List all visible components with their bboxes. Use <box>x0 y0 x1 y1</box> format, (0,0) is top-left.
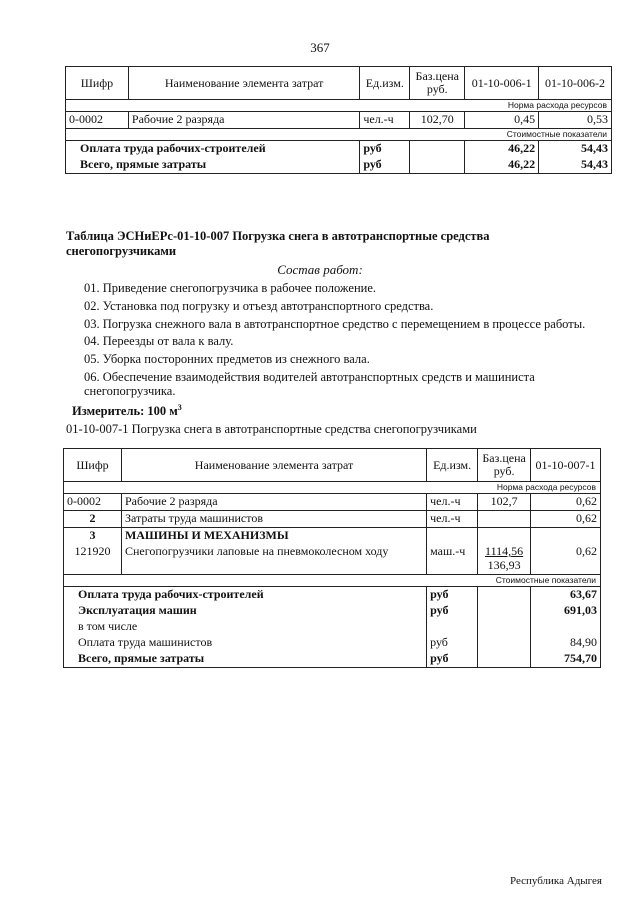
list-item: 03. Погрузка снежного вала в автотранспортное средство с перемещением в процессе работы. <box>84 317 586 331</box>
cell-value-1: 0,62 <box>531 494 601 511</box>
cost-value-1: 754,70 <box>531 651 601 668</box>
cell-code: 0-0002 <box>66 112 129 129</box>
cell-unit: чел.-ч <box>427 494 478 511</box>
table-1 <box>65 66 612 174</box>
cost-value-2: 54,43 <box>539 141 612 158</box>
machine-base-price-2: 136,93 <box>487 558 521 572</box>
note-resources: Норма расхода ресурсов <box>66 100 612 112</box>
header-col2: 01-10-006-2 <box>539 67 612 100</box>
cost-name: Эксплуатация машин <box>64 603 427 619</box>
group-name: МАШИНЫ И МЕХАНИЗМЫ <box>121 528 426 545</box>
cell-base-price <box>478 544 531 575</box>
section-subtitle: Состав работ: <box>277 262 363 277</box>
list-item: 05. Уборка посторонних предметов из снежного вала. <box>84 352 370 366</box>
measure-label: Измеритель: 100 м <box>72 404 178 419</box>
cell-unit: чел.-ч <box>427 511 478 528</box>
measure-sup: 3 <box>177 403 182 412</box>
header-name: Наименование элемента затрат <box>121 449 426 482</box>
cell-base-price: 102,7 <box>478 494 531 511</box>
note-row <box>64 575 601 587</box>
cost-name: Оплата труда рабочих-строителей <box>66 141 360 158</box>
header-code: Шифр <box>64 449 122 482</box>
group-row <box>64 528 601 545</box>
cost-row <box>64 603 601 619</box>
cost-value-1: 46,22 <box>465 141 539 158</box>
cost-name: Оплата труда рабочих-строителей <box>64 587 427 604</box>
cost-name: Оплата труда машинистов <box>64 635 427 651</box>
cost-row <box>64 619 601 635</box>
header-col1: 01-10-006-1 <box>465 67 539 100</box>
cost-value-2: 54,43 <box>539 157 612 174</box>
header-base-price: Баз.цена руб. <box>478 449 531 482</box>
cell-unit: чел.-ч <box>360 112 410 129</box>
list-item: 02. Установка под погрузку и отъезд автотранспортного средства. <box>84 299 434 313</box>
machine-base-price: 1114,56 <box>485 544 524 558</box>
cost-unit: руб <box>427 587 478 604</box>
cost-name: Всего, прямые затраты <box>64 651 427 668</box>
cost-row <box>66 157 612 174</box>
note-row <box>66 100 612 112</box>
cost-name: Всего, прямые затраты <box>66 157 360 174</box>
cell-base-price <box>478 511 531 528</box>
cost-value-1 <box>531 619 601 635</box>
footer-region: Республика Адыгея <box>509 875 602 887</box>
note-row <box>66 129 612 141</box>
list-item: 01. Приведение снегопогрузчика в рабочее положение. <box>84 281 377 295</box>
cell-value-1: 0,45 <box>465 112 539 129</box>
table-1-header <box>66 67 612 100</box>
note-resources: Норма расхода ресурсов <box>64 482 601 494</box>
cost-row <box>64 651 601 668</box>
cost-name: в том числе <box>64 619 427 635</box>
measure-unit <box>72 403 182 419</box>
cell-value-1: 0,62 <box>531 511 601 528</box>
cost-unit: руб <box>360 157 410 174</box>
cost-unit <box>427 619 478 635</box>
cell-unit: маш.-ч <box>427 544 478 575</box>
header-unit: Ед.изм. <box>427 449 478 482</box>
table-2 <box>63 448 601 668</box>
cell-name: Затраты труда машинистов <box>121 511 426 528</box>
cell-code: 0-0002 <box>64 494 122 511</box>
table-2-header <box>64 449 601 482</box>
cost-row <box>64 635 601 651</box>
header-code: Шифр <box>66 67 129 100</box>
list-item: 06. Обеспечение взаимодействия водителей автотранспортных средств и машиниста снегопогрузчика. <box>84 370 535 398</box>
cost-unit: руб <box>360 141 410 158</box>
group-code: 3 <box>64 528 122 545</box>
cell-name: Рабочие 2 разряда <box>128 112 359 129</box>
table-caption: 01-10-007-1 Погрузка снега в автотранспортные средства снегопогрузчиками <box>66 422 477 436</box>
cost-value-1: 84,90 <box>531 635 601 651</box>
cost-row <box>66 141 612 158</box>
cost-unit: руб <box>427 603 478 619</box>
table-row <box>64 511 601 528</box>
cost-unit: руб <box>427 635 478 651</box>
cell-code: 2 <box>64 511 122 528</box>
note-row <box>64 482 601 494</box>
table-row <box>64 494 601 511</box>
header-unit: Ед.изм. <box>360 67 410 100</box>
cost-value-1: 46,22 <box>465 157 539 174</box>
cell-value-1: 0,62 <box>531 544 601 575</box>
note-cost: Стоимостные показатели <box>64 575 601 587</box>
list-item: 04. Переезды от вала к валу. <box>84 334 234 348</box>
cost-unit: руб <box>427 651 478 668</box>
table-row <box>66 112 612 129</box>
header-name: Наименование элемента затрат <box>128 67 359 100</box>
cell-value-2: 0,53 <box>539 112 612 129</box>
cost-value-1: 691,03 <box>531 603 601 619</box>
page-number: 367 <box>310 40 330 55</box>
header-base-price: Баз.цена руб. <box>410 67 465 100</box>
cost-value-1: 63,67 <box>531 587 601 604</box>
cell-name: Рабочие 2 разряда <box>121 494 426 511</box>
cost-row <box>64 587 601 604</box>
header-col1: 01-10-007-1 <box>531 449 601 482</box>
section-title: Таблица ЭСНиЕРс-01-10-007 Погрузка снега в автотранспортные средства снегопогрузчиками <box>66 229 490 258</box>
cell-base-price: 102,70 <box>410 112 465 129</box>
table-row <box>64 544 601 575</box>
cell-name: Снегопогрузчики лаповые на пневмоколесном ходу <box>121 544 426 575</box>
note-cost: Стоимостные показатели <box>66 129 612 141</box>
cell-code: 121920 <box>64 544 122 575</box>
